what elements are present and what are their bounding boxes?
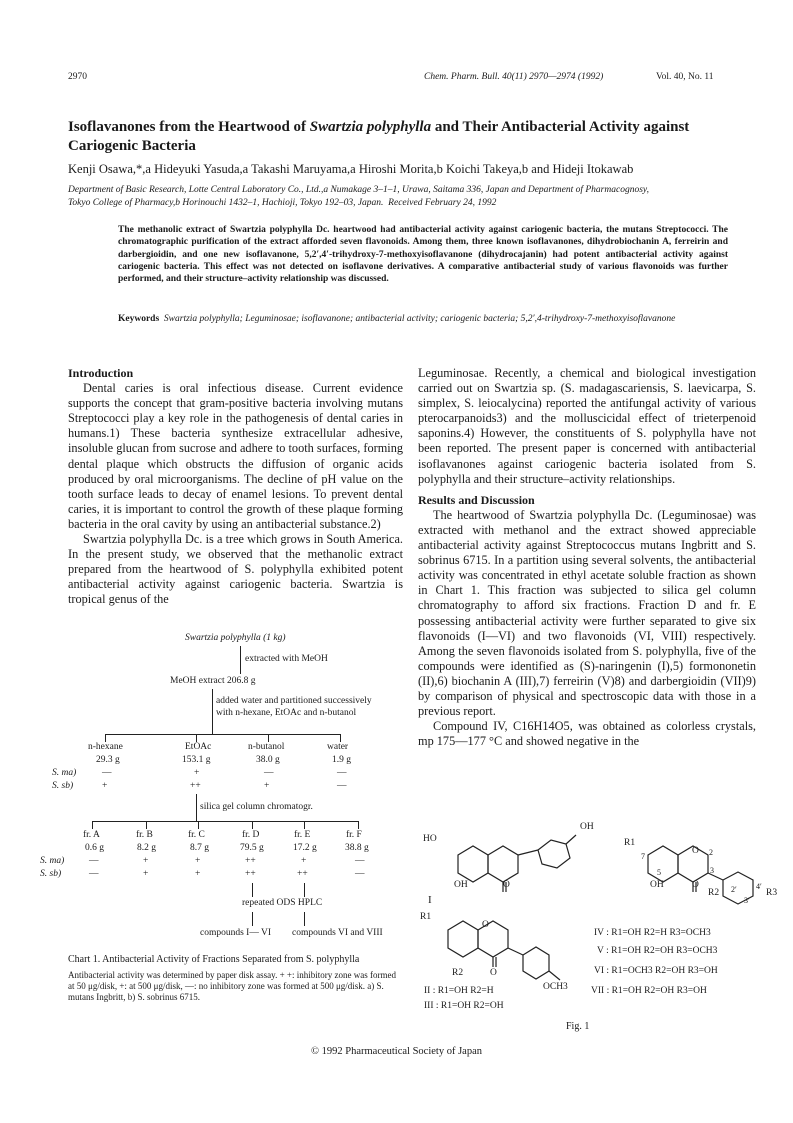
keywords-label: Keywords [118,314,160,324]
fraction-activity-sm: — [89,856,99,866]
struct-ii-r1: R1 [420,912,432,922]
struct-iv-r2: R2 [708,888,720,898]
solvent-activity-ss: + [102,781,108,791]
abstract: The methanolic extract of Swartzia polyphylla Dc. heartwood had antibacterial activity against cariogenic bacteria, the mutans Streptococci. The chromatographic purification of the extract afforded seven flavonoids. Among them, three known isoflavanones, dihydrobiochanin A, ferreirin and darbergioidin, and one new isoflavanone, 5,2′,4′-trihydroxy-7-methoxyisoflavanone (dihydrocajanin) had potent antibacterial activity against cariogenic bacteria. This effect was not detected on isoflavone derivatives. A comparative antibacterial study of various flavonoids was further performed, and their structure–activity relationship was discussed. [118,225,728,285]
fraction-name: fr. B [136,830,153,840]
fraction-name: fr. A [83,830,100,840]
solvent-mass: 29.3 g [96,755,120,765]
chart-1-footnote: Antibacterial activity was determined by paper disk assay. + +: inhibitory zone was formed at 50 μg/disk, +: at 500 μg/disk, —: no inhibitory zone was formed at 500 μg/disk. a) S. mutans Ingbritt, b) S. sobrinus 6715. [68,970,396,1002]
struct-iv-o2: O [692,880,699,890]
chart-step-1: extracted with MeOH [245,654,328,664]
def-iii: III : R1=OH R2=OH [424,1001,504,1011]
struct-iv-o: O [692,846,699,856]
fraction-name: fr. D [242,830,260,840]
def-ii: II : R1=OH R2=H [424,986,494,996]
struct-ii-o: O [482,920,489,930]
received-date: Received February 24, 1992 [388,197,497,208]
struct-iv-n5: 5 [657,868,661,877]
solvent-activity-sm: — [264,768,274,778]
struct-label-i: I [428,894,432,906]
fraction-mass: 79.5 g [240,843,264,853]
intro-paragraph-2: Swartzia polyphylla Dc. is a tree which grows in South America. In the present study, we observed that the methanolic extract prepared from the heartwood of S. polyphylla exhibited potent antibacterial activity against cariogenic bacteria. Swartzia is tropical genus of the [68,532,403,607]
author-list: Kenji Osawa,*,a Hideyuki Yasuda,a Takashi Maruyama,a Hiroshi Morita,b Koichi Takeya,b and Hideji Itokawab [68,162,634,176]
chart-start: Swartzia polyphylla (1 kg) [185,633,286,643]
label-s-mutans: S. ma) [52,768,77,778]
paper-title: Isoflavanones from the Heartwood of Swartzia polyphylla and Their Antibacterial Activity against Cariogenic Bacteria [68,119,690,154]
struct-i-oh-top: OH [580,822,594,832]
def-iv: IV : R1=OH R2=H R3=OCH3 [594,928,711,938]
solvent-name-butanol: n-butanol [248,742,285,752]
results-paragraph-1: The heartwood of Swartzia polyphylla Dc. (Leguminosae) was extracted with methanol and the extract showed appreciable antibacterial activity against Streptococcus mutans Ingbritt and S. sobrinus 6715. In a partition using several solvents, the antibacterial activity was concentrated in ethyl acetate soluble fraction as shown in Chart 1. This fraction was subjected to silica gel column chromatography to afford six fractions. Fraction D and fr. E possessing antibacterial activity were further separated to give six flavonoids (I—VI) and two flavonoids (VI, VIII) respectively. Among the seven flavonoids isolated from S. polyphylla, five of the compounds were identified as (S)-naringenin (I),5) formononetin (II),6) biochanin A (III),7) ferreirin (V)8) and darbergioidin (VII)9) by comparison of physical and spectroscopic data with those in a previous report. [418,507,756,719]
section-heading-introduction: Introduction [68,366,134,380]
def-vi: VI : R1=OCH3 R2=OH R3=OH [594,966,718,976]
results-paragraph-2: Compound IV, C16H14O5, was obtained as colorless crystals, mp 175—177 °C and showed negative in the [418,719,756,749]
figure-1-caption: Fig. 1 [566,1021,590,1032]
affiliation: Department of Basic Research, Lotte Central Laboratory Co., Ltd.,a Numakage 3–1–1, Urawa, Saitama 336, Japan and Department of Pharmacognosy, Tokyo College of Pharmacy,b Horinouchi 1432–1, Hachioji, Tokyo 192–03, Japan. Received February 24, 1992 [68,185,649,208]
solvent-activity-sm: — [337,768,347,778]
struct-ii-o2: O [490,968,497,978]
struct-i-ho: HO [423,834,437,844]
compounds-b: compounds VI and VIII [292,928,383,938]
struct-i-oh: OH [454,880,468,890]
struct-i-o: O [503,880,510,890]
struct-iv-n3: 3 [710,866,714,875]
chart-step-3: silica gel column chromatogr. [200,802,313,812]
struct-iv-oh: OH [650,880,664,890]
chart-1-caption: Chart 1. Antibacterial Activity of Fractions Separated from S. polyphylla [68,954,360,965]
structure-i-ring-a [458,846,488,882]
chart-extract: MeOH extract 206.8 g [170,676,256,686]
structure-iv-ring-a [648,846,678,882]
solvent-activity-sm: — [102,768,112,778]
chart-step-2b: with n-hexane, EtOAc and n-butanol [216,708,357,718]
solvent-name-etoac: EtOAc [185,742,212,752]
structure-i-ring-b [538,840,570,868]
journal-citation: Chem. Pharm. Bull. 40(11) 2970—2974 (1992) [424,72,604,82]
struct-iv-r1: R1 [624,838,636,848]
fraction-mass: 8.7 g [190,843,209,853]
intro-paragraph-3: Leguminosae. Recently, a chemical and biological investigation carried out on Swartzia sp. (S. madagascariensis, S. laevicarpa, S. simplex, S. leiocalycina) reported the antifungal activity of various pterocarpanoids3) and the molluscicidal effect of trieterpenoid saponins.4) However, the constituents of S. polyphylla have not been reported. The present paper is concerned with antibacterial isoflavanones against cariogenic bacteria isolated from S. polyphylla and their structure–activity relationships. [418,366,756,486]
solvent-name-water: water [327,742,349,752]
fraction-mass: 0.6 g [85,843,104,853]
structure-i-ring-c [488,846,518,882]
chart-step-2a: added water and partitioned successively [216,696,372,706]
struct-iv-n7: 7 [641,852,645,861]
fraction-activity-sm: — [355,856,365,866]
fraction-activity-ss: + [195,869,201,879]
solvent-name-hexane: n-hexane [88,742,123,752]
struct-iv-n3p: 3′ [744,896,750,905]
solvent-mass: 38.0 g [256,755,280,765]
fraction-activity-sm: + [143,856,149,866]
fraction-name: fr. F [346,830,362,840]
page-number: 2970 [68,72,87,82]
fraction-activity-ss: + [143,869,149,879]
solvent-mass: 153.1 g [182,755,211,765]
label-s-sobrinus: S. sb) [40,869,62,879]
fraction-name: fr. C [188,830,205,840]
fraction-activity-sm: + [301,856,307,866]
fraction-name: fr. E [294,830,311,840]
solvent-activity-sm: + [194,768,200,778]
label-s-mutans: S. ma) [40,856,65,866]
struct-ii-och3: OCH3 [543,982,568,992]
intro-paragraph-1: Dental caries is oral infectious disease. Current evidence supports the concept that gram-positive bacteria involving mutans Streptococci play a key role in the pathogenesis of dental caries in humans.1) These bacteria synthesize extracellular adhesive, insoluble glucan from sucrose and adhere to tooth surfaces, forming dental plaque which obstructs the diffusion of organic acids produced by oral microorganisms. The decline of pH value on the tooth surface leads to decay of enamel lesions. To prevent dental caries, it is important to control the growth of these plaque forming bacteria in the oral cavity by using an antibacterial substance.2) [68,381,403,531]
def-vii: VII : R1=OH R2=OH R3=OH [591,986,707,996]
def-v: V : R1=OH R2=OH R3=OCH3 [597,946,718,956]
structure-ii-ring-b [523,947,549,979]
keywords-text: Swartzia polyphylla; Leguminosae; isoflavanone; antibacterial activity; cariogenic bacteria; 5,2′,4-trihydroxy-7-methoxyisoflavanone [163,314,676,324]
struct-iv-n4p: 4′ [756,882,762,891]
fraction-mass: 17.2 g [293,843,317,853]
volume-info: Vol. 40, No. 11 [656,72,714,82]
fraction-activity-ss: — [89,869,99,879]
compounds-a: compounds I— VI [200,928,272,938]
copyright-footer: © 1992 Pharmaceutical Society of Japan [311,1046,482,1057]
title-species: Swartzia polyphylla [309,119,432,135]
fraction-mass: 8.2 g [137,843,156,853]
label-s-sobrinus: S. sb) [52,781,74,791]
structure-ii-ring-a [448,921,478,957]
struct-iv-n2p: 2′ [731,885,737,894]
fraction-activity-ss: ++ [245,869,256,879]
struct-iv-r3: R3 [766,888,778,898]
section-heading-results: Results and Discussion [418,492,535,507]
fraction-activity-ss: — [355,869,365,879]
struct-iv-n2: 2 [709,848,713,857]
chart-step-4: repeated ODS HPLC [242,898,323,908]
fraction-activity-ss: ++ [297,869,308,879]
solvent-activity-ss: + [264,781,270,791]
solvent-mass: 1.9 g [332,755,351,765]
solvent-activity-ss: — [337,781,347,791]
fraction-activity-sm: ++ [245,856,256,866]
fraction-activity-sm: + [195,856,201,866]
struct-ii-r2: R2 [452,968,464,978]
solvent-activity-ss: ++ [190,781,201,791]
fraction-mass: 38.8 g [345,843,369,853]
